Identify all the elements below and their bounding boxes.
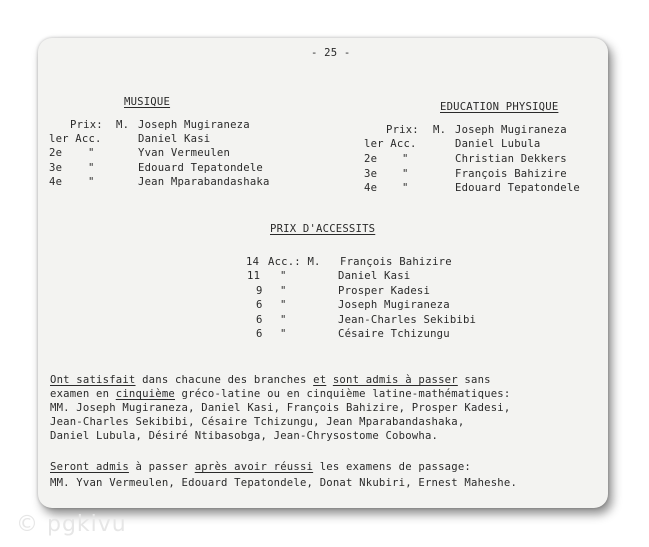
musique-rank: 3e [49,162,63,174]
education-name: Daniel Lubula [455,138,541,150]
accessits-ditto: " [280,270,287,282]
education-name: Christian Dekkers [455,153,567,165]
underlined-phrase: après avoir réussi [194,461,314,473]
musique-name: Daniel Kasi [138,133,211,145]
education-ditto: " [402,153,409,165]
text-run: à passer [128,461,195,473]
text-run: les examens de passage: [313,461,471,473]
text-run: examen en [50,388,116,400]
paragraph-line: MM. Joseph Mugiraneza, Daniel Kasi, François Bahizire, Prosper Kadesi, [50,402,511,414]
education-rank: 4e [364,182,378,194]
underlined-phrase: et [313,374,327,386]
text-run: gréco-latine ou en cinquième latine-mathématiques: [174,388,511,400]
paragraph-line: Daniel Lubula, Désiré Ntibasobga, Jean-Chrysostome Cobowha. [50,430,439,442]
accessits-name: Daniel Kasi [338,270,411,282]
musique-rank: 2e [49,147,63,159]
paragraph-line: Jean-Charles Sekibibi, Césaire Tchizungu, Jean Mparabandashaka, [50,416,465,428]
page-number: - 25 - [311,47,351,59]
musique-title: M. [116,119,130,131]
accessits-name: Prosper Kadesi [338,285,431,297]
education-rank: Prix: [386,124,419,136]
paragraph-line: MM. Yvan Vermeulen, Edouard Tepatondele, Donat Nkubiri, Ernest Maheshe. [50,477,518,489]
musique-name: Joseph Mugiraneza [138,119,250,131]
accessits-ditto: " [280,328,287,340]
education-rank: 2e [364,153,378,165]
accessits-count: 11 [247,270,261,282]
accessits-name: Césaire Tchizungu [338,328,450,340]
education-heading: EDUCATION PHYSIQUE [440,101,559,113]
education-title: M. [433,124,447,136]
underlined-phrase: cinquième [115,388,175,400]
paragraph-line [50,374,491,386]
musique-ditto: " [88,162,95,174]
accessits-name: Joseph Mugiraneza [338,299,450,311]
musique-name: Jean Mparabandashaka [138,176,270,188]
musique-rank: 4e [49,176,63,188]
accessits-ditto: " [280,285,287,297]
text-run: dans chacune des branches [135,374,314,386]
musique-heading: MUSIQUE [124,96,171,108]
accessits-count: 14 [246,256,260,268]
education-ditto: " [402,168,409,180]
accessits-count: 6 [256,328,263,340]
musique-name: Yvan Vermeulen [138,147,231,159]
accessits-count: 6 [256,299,263,311]
accessits-name: Jean-Charles Sekibibi [338,314,477,326]
paragraph-line [50,461,471,473]
accessits-heading: PRIX D'ACCESSITS [270,223,376,235]
accessits-count: 6 [256,314,263,326]
paragraph-line [50,388,510,400]
accessits-name: François Bahizire [340,256,452,268]
text-run [326,374,333,386]
education-name: Edouard Tepatondele [455,182,580,194]
text-run: sans [457,374,491,386]
musique-rank: ler Acc. [49,133,102,145]
underlined-phrase: Seront admis [50,461,129,473]
education-rank: 3e [364,168,378,180]
musique-ditto: " [88,147,95,159]
musique-ditto: " [88,176,95,188]
underlined-phrase: sont admis à passer [332,374,458,386]
accessits-label: Acc.: M. [268,256,321,268]
accessits-ditto: " [280,314,287,326]
musique-name: Edouard Tepatondele [138,162,263,174]
education-ditto: " [402,182,409,194]
education-name: François Bahizire [455,168,567,180]
education-rank: ler Acc. [364,138,417,150]
accessits-count: 9 [256,285,263,297]
education-name: Joseph Mugiraneza [455,124,567,136]
watermark: © pgkivu [16,512,127,537]
musique-rank: Prix: [70,119,103,131]
accessits-ditto: " [280,299,287,311]
underlined-phrase: Ont satisfait [50,374,136,386]
